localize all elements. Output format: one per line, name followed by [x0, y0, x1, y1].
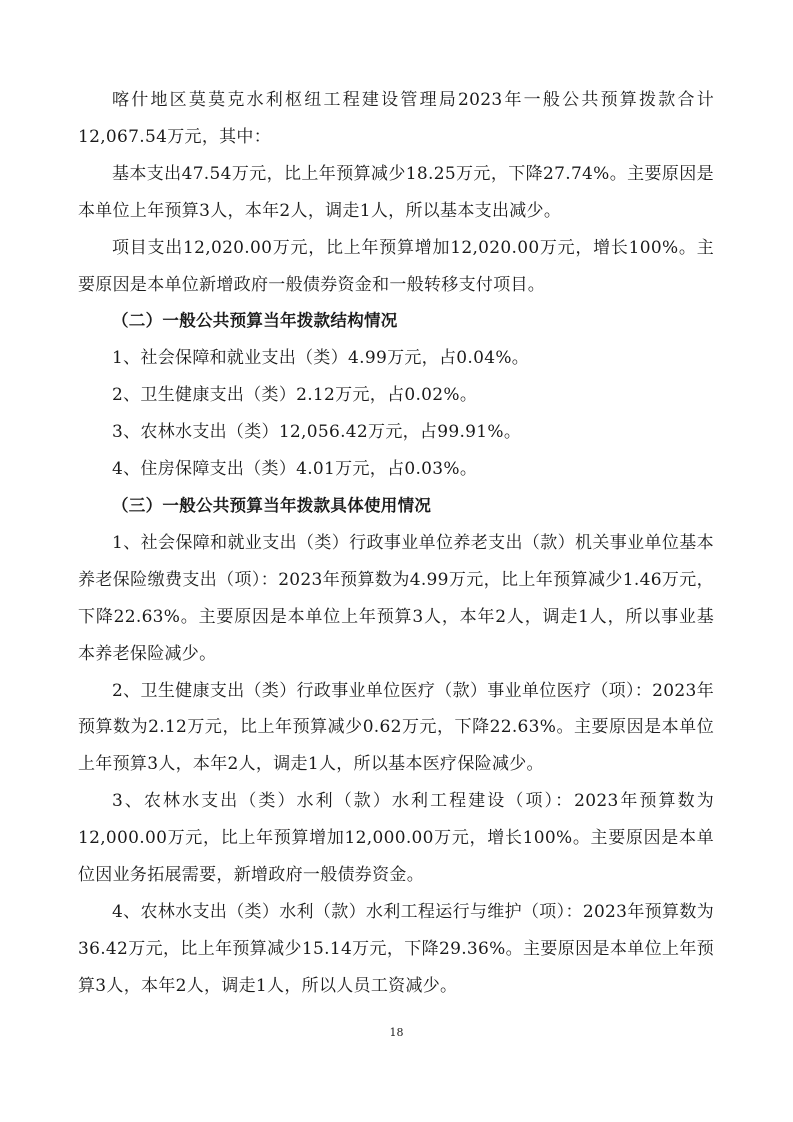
section-heading-structure: （二）一般公共预算当年拨款结构情况 — [112, 311, 398, 331]
usage-item-medical: 2、卫生健康支出（类）行政事业单位医疗（款）事业单位医疗（项）：2023年预算数为2.12万元，比上年预算减少0.62万元，下降22.63%。主要原因是本单位上年预算3人，本年2人，调走1人，所以基本医疗保险减少。 — [78, 680, 714, 775]
usage-item-pension: 1、社会保障和就业支出（类）行政事业单位养老支出（款）机关事业单位基本养老保险缴费支出（项）：2023年预算数为4.99万元，比上年预算减少1.46万元，下降22.63%。主要原因是本单位上年预算3人，本年2人，调走1人，所以事业基本养老保险减少。 — [78, 532, 714, 664]
structure-item-health: 2、卫生健康支出（类）2.12万元，占0.02%。 — [112, 385, 478, 406]
structure-item-housing: 4、住房保障支出（类）4.01万元，占0.03%。 — [112, 459, 478, 480]
page-number: 18 — [389, 1026, 404, 1039]
paragraph-project-expenditure: 项目支出12,020.00万元，比上年预算增加12,020.00万元，增长100%。主要原因是本单位新增政府一般债券资金和一般转移支付项目。 — [78, 237, 714, 295]
document-body — [78, 82, 714, 1005]
paragraph-basic-expenditure: 基本支出47.54万元，比上年预算减少18.25万元，下降27.74%。主要原因是本单位上年预算3人，本年2人，调走1人，所以基本支出减少。 — [78, 163, 714, 221]
section-heading-usage: （三）一般公共预算当年拨款具体使用情况 — [112, 495, 432, 515]
structure-item-agriculture-water: 3、农林水支出（类）12,056.42万元，占99.91%。 — [112, 422, 522, 443]
structure-item-social-security: 1、社会保障和就业支出（类）4.99万元，占0.04%。 — [112, 348, 530, 369]
usage-item-water-construction: 3、农林水支出（类）水利（款）水利工程建设（项）：2023年预算数为12,000.00万元，比上年预算增加12,000.00万元，增长100%。主要原因是本单位因业务拓展需要，新增政府一般债券资金。 — [78, 791, 714, 886]
usage-item-water-operation: 4、农林水支出（类）水利（款）水利工程运行与维护（项）：2023年预算数为36.42万元，比上年预算减少15.14万元，下降29.36%。主要原因是本单位上年预算3人，本年2人，调走1人，所以人员工资减少。 — [78, 901, 714, 996]
paragraph-total-appropriation: 喀什地区莫莫克水利枢纽工程建设管理局2023年一般公共预算拨款合计12,067.54万元，其中： — [78, 90, 714, 147]
